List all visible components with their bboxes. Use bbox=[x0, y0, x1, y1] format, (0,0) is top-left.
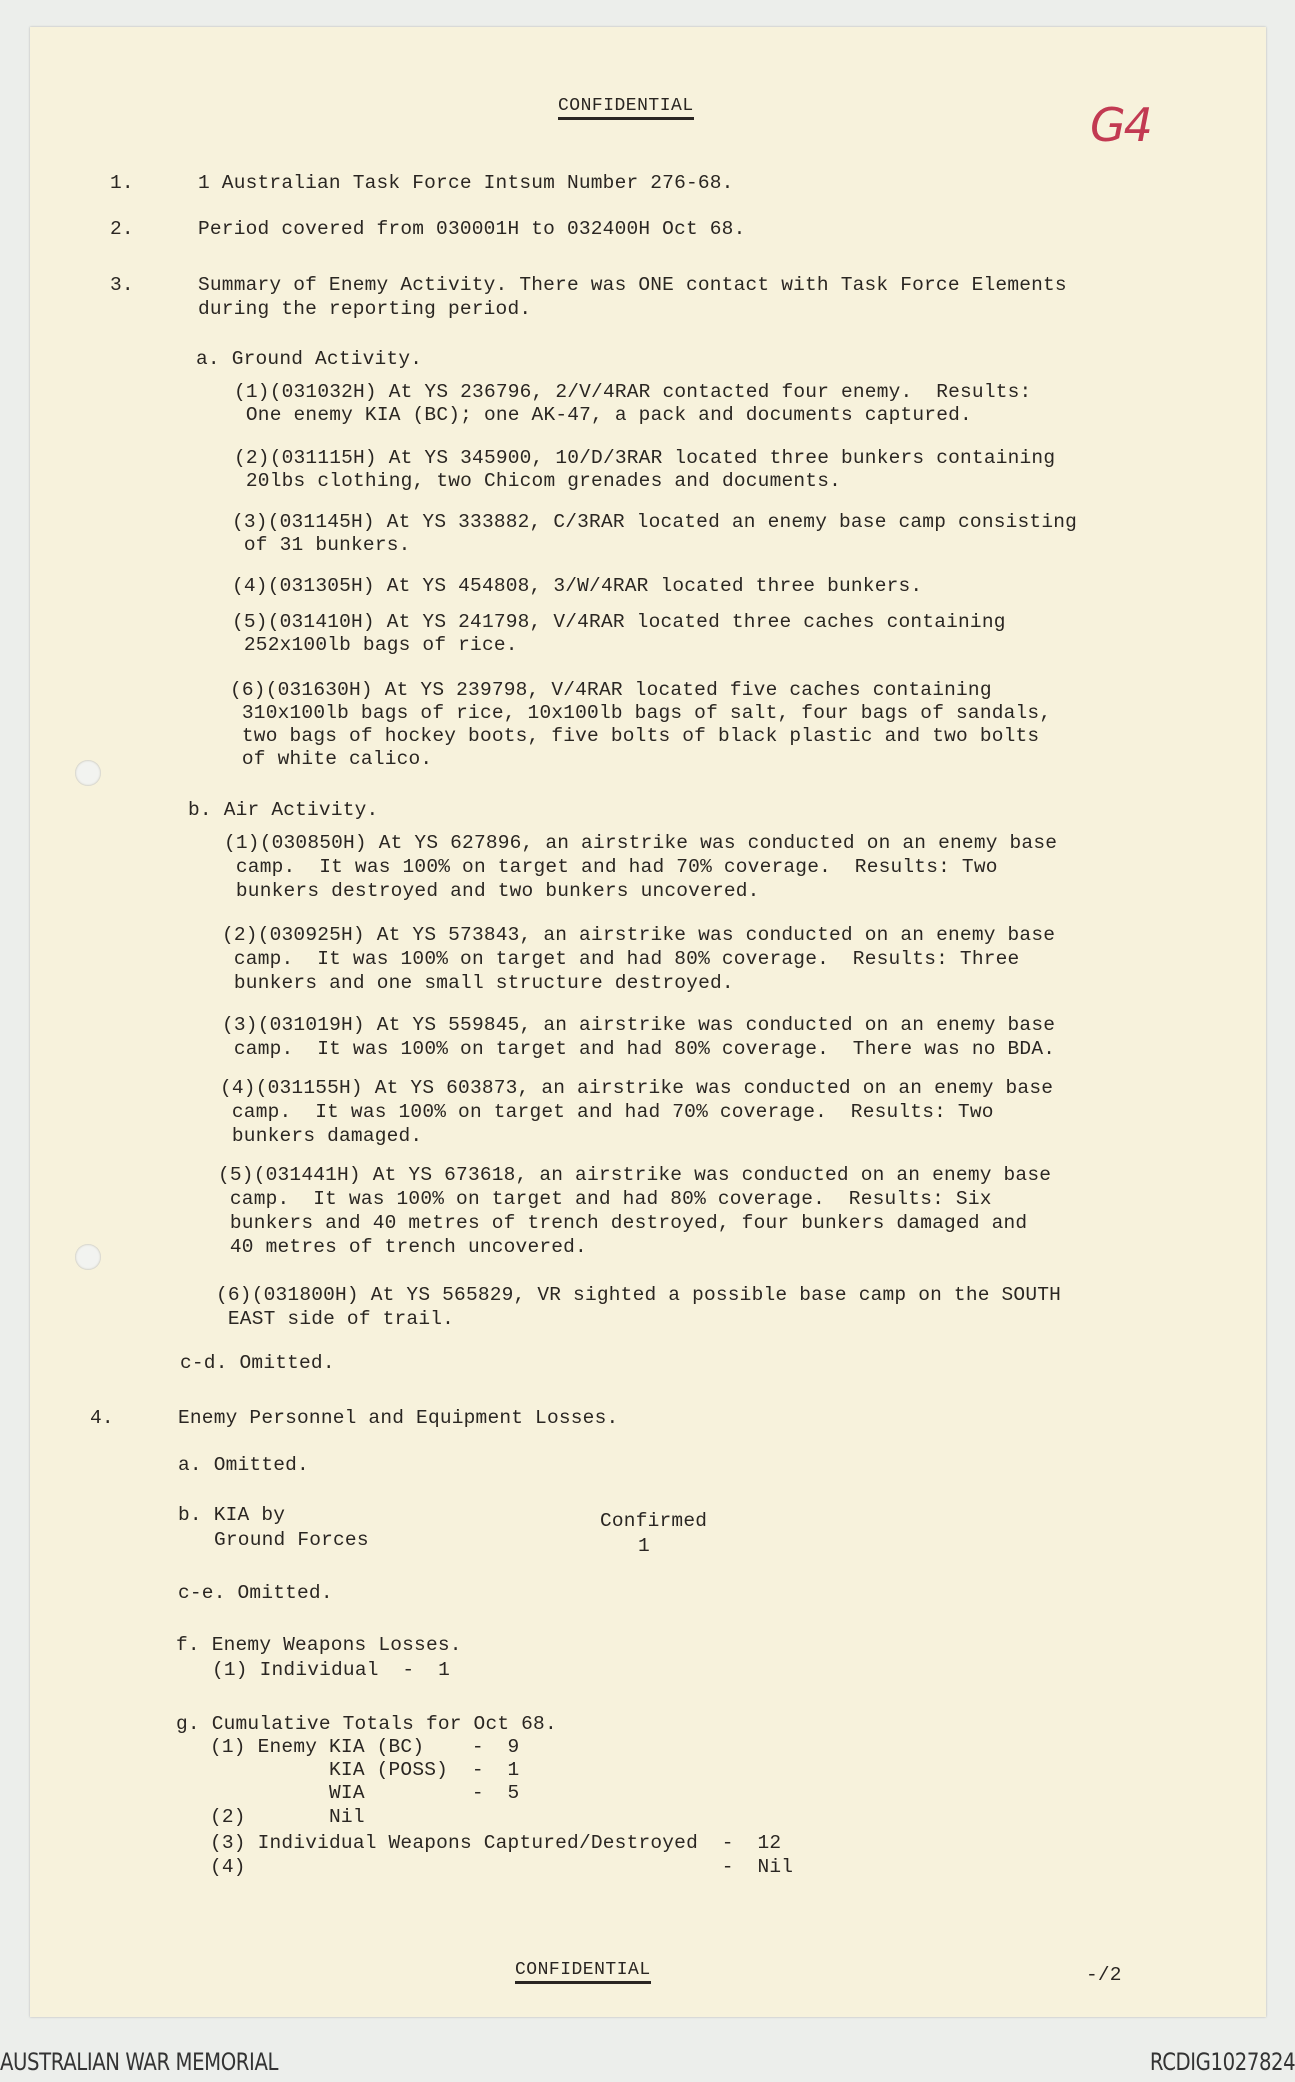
item-line: EAST side of trail. bbox=[216, 1308, 455, 1330]
para4-f-heading: f. Enemy Weapons Losses. bbox=[176, 1634, 462, 1656]
para4-b-line2: Ground Forces bbox=[214, 1529, 369, 1551]
para4-a: a. Omitted. bbox=[178, 1454, 309, 1476]
item-line: camp. It was 100% on target and had 80% coverage. There was no BDA. bbox=[222, 1038, 1056, 1060]
item-line: two bags of hockey boots, five bolts of black plastic and two bolts bbox=[230, 725, 1040, 747]
item-line: (3)(031019H) At YS 559845, an airstrike was conducted on an enemy base bbox=[222, 1014, 1056, 1036]
para4-ce: c-e. Omitted. bbox=[178, 1582, 333, 1604]
para4-b-line1: b. KIA by bbox=[178, 1504, 286, 1526]
item-line: 310x100lb bags of rice, 10x100lb bags of salt, four bags of sandals, bbox=[230, 702, 1052, 724]
item-line: bunkers and one small structure destroyed. bbox=[222, 972, 734, 994]
para4-number: 4. bbox=[90, 1407, 114, 1429]
confirmed-header: Confirmed bbox=[600, 1510, 708, 1532]
item-line: (4)(031305H) At YS 454808, 3/W/4RAR located three bunkers. bbox=[232, 575, 923, 597]
item-line: One enemy KIA (BC); one AK-47, a pack and documents captured. bbox=[234, 404, 972, 426]
item-line: (6)(031800H) At YS 565829, VR sighted a possible base camp on the SOUTH bbox=[216, 1284, 1062, 1306]
item-line: of white calico. bbox=[230, 748, 433, 770]
para3-cd-omitted: c-d. Omitted. bbox=[180, 1352, 335, 1374]
item-line: (3)(031145H) At YS 333882, C/3RAR located an enemy base camp consisting bbox=[232, 511, 1078, 533]
para1-number: 1. bbox=[110, 172, 134, 194]
para2-number: 2. bbox=[110, 218, 134, 240]
item-line: (1)(030850H) At YS 627896, an airstrike was conducted on an enemy base bbox=[224, 832, 1058, 854]
classification-header: CONFIDENTIAL bbox=[558, 96, 694, 120]
cumulative-total-line: WIA - 5 bbox=[210, 1782, 520, 1804]
confirmed-value: 1 bbox=[638, 1535, 650, 1557]
archive-institution: AUSTRALIAN WAR MEMORIAL bbox=[0, 2048, 279, 2076]
ground-activity-heading: a. Ground Activity. bbox=[196, 348, 423, 370]
item-line: 252x100lb bags of rice. bbox=[232, 634, 518, 656]
para4-f-item: (1) Individual - 1 bbox=[212, 1659, 451, 1681]
para1-text: 1 Australian Task Force Intsum Number 276-68. bbox=[198, 172, 734, 194]
cumulative-total-line: (2) Nil bbox=[210, 1806, 365, 1828]
para3-number: 3. bbox=[110, 274, 134, 296]
item-line: camp. It was 100% on target and had 70% coverage. Results: Two bbox=[224, 856, 998, 878]
cumulative-total-line: (3) Individual Weapons Captured/Destroyed - 12 bbox=[210, 1832, 782, 1854]
item-line: of 31 bunkers. bbox=[232, 534, 411, 556]
item-line: 20lbs clothing, two Chicom grenades and documents. bbox=[234, 470, 841, 492]
punch-hole bbox=[75, 1244, 101, 1270]
classification-footer: CONFIDENTIAL bbox=[515, 1960, 651, 1984]
item-line: 40 metres of trench uncovered. bbox=[218, 1236, 587, 1258]
para4-heading: Enemy Personnel and Equipment Losses. bbox=[178, 1407, 619, 1429]
archive-record-id: RCDIG1027824 bbox=[1149, 2048, 1295, 2076]
para4-g-heading: g. Cumulative Totals for Oct 68. bbox=[176, 1713, 557, 1735]
item-line: (2)(031115H) At YS 345900, 10/D/3RAR located three bunkers containing bbox=[234, 447, 1056, 469]
item-line: camp. It was 100% on target and had 70% coverage. Results: Two bbox=[220, 1101, 994, 1123]
item-line: (5)(031441H) At YS 673618, an airstrike was conducted on an enemy base bbox=[218, 1164, 1052, 1186]
item-line: (5)(031410H) At YS 241798, V/4RAR located three caches containing bbox=[232, 611, 1006, 633]
cumulative-total-line: (1) Enemy KIA (BC) - 9 bbox=[210, 1736, 520, 1758]
item-line: bunkers destroyed and two bunkers uncovered. bbox=[224, 880, 760, 902]
handwritten-mark: G4 bbox=[1090, 98, 1151, 152]
item-line: camp. It was 100% on target and had 80% coverage. Results: Six bbox=[218, 1188, 992, 1210]
cumulative-total-line: KIA (POSS) - 1 bbox=[210, 1759, 520, 1781]
para3-line: Summary of Enemy Activity. There was ONE contact with Task Force Elements bbox=[198, 274, 1067, 296]
item-line: (2)(030925H) At YS 573843, an airstrike was conducted on an enemy base bbox=[222, 924, 1056, 946]
para2-text: Period covered from 030001H to 032400H Oct 68. bbox=[198, 218, 746, 240]
item-line: camp. It was 100% on target and had 80% coverage. Results: Three bbox=[222, 948, 1020, 970]
item-line: bunkers damaged. bbox=[220, 1125, 423, 1147]
continuation-marker: -/2 bbox=[1086, 1964, 1122, 1986]
punch-hole bbox=[75, 760, 101, 786]
cumulative-total-line: (4) - Nil bbox=[210, 1856, 794, 1878]
item-line: (1)(031032H) At YS 236796, 2/V/4RAR contacted four enemy. Results: bbox=[234, 381, 1032, 403]
item-line: (6)(031630H) At YS 239798, V/4RAR located five caches containing bbox=[230, 679, 992, 701]
air-activity-heading: b. Air Activity. bbox=[188, 799, 379, 821]
item-line: bunkers and 40 metres of trench destroyed, four bunkers damaged and bbox=[218, 1212, 1028, 1234]
para3-line: during the reporting period. bbox=[198, 298, 532, 320]
item-line: (4)(031155H) At YS 603873, an airstrike was conducted on an enemy base bbox=[220, 1077, 1054, 1099]
